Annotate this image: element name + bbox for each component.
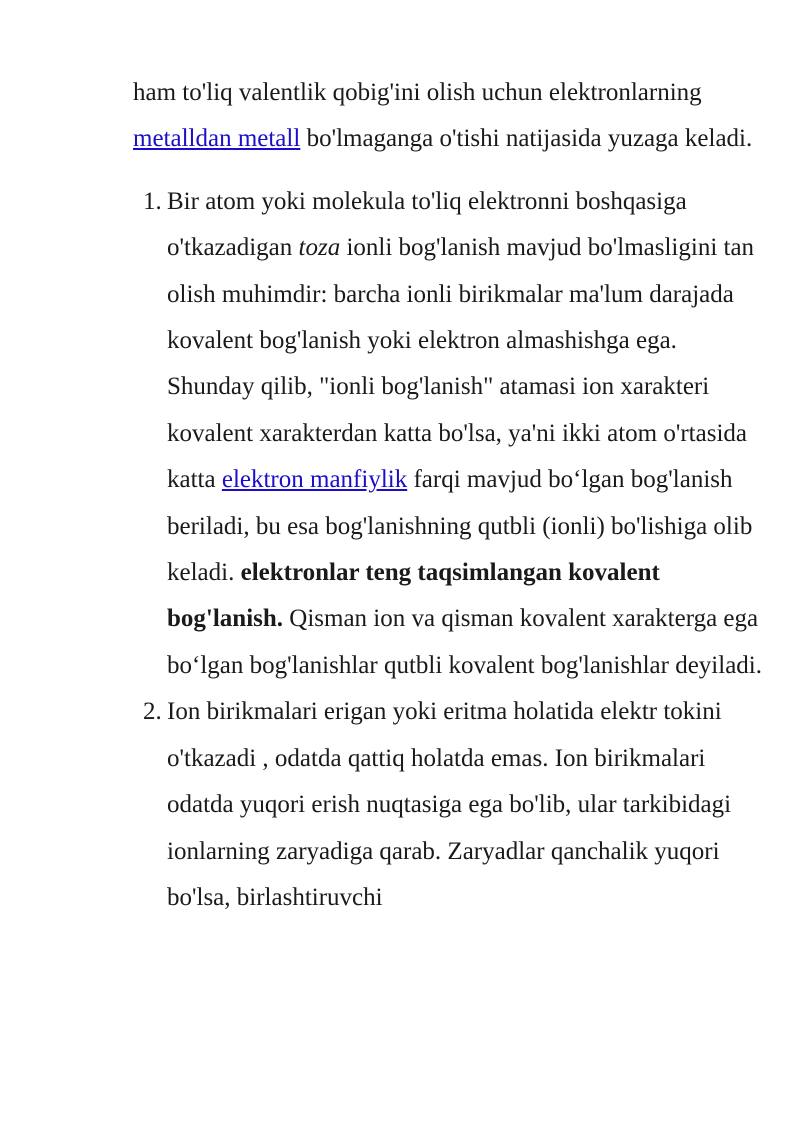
item-text: ionli bog'lanish mavjud bo'lmasligini tan olish muhimdir: barcha ionli birikmalar ma'lum darajada kovalent bog'lanish yoki elektron almashishga ega. Shunday qilib, "ionli bog'lanish" atamasi ion xarakteri kovalent xarakterdan katta bo'lsa, ya'ni ikki atom o'rtasida katta — [167, 234, 755, 494]
intro-text-end: bo'lmaganga o'tishi natijasida yuzaga keladi. — [300, 125, 753, 153]
link-elektron-manfiylik[interactable]: elektron manfiylik — [221, 466, 408, 494]
numbered-list — [133, 179, 763, 922]
italic-term: toza — [298, 234, 341, 262]
list-number: 1. — [143, 187, 162, 215]
list-number: 2. — [143, 698, 162, 726]
list-item — [133, 179, 763, 689]
document-page — [133, 70, 763, 921]
bold-definition: elektronlar teng taqsimlangan kovalent bog'lanish. — [167, 559, 660, 633]
intro-paragraph — [133, 70, 763, 163]
item-text: farqi mavjud bo‘lgan bog'lanish beriladi, bu esa bog'lanishning qutbli (ionli) bo'lishiga olib keladi. — [167, 466, 753, 587]
item-text: Ion birikmalari erigan yoki eritma holatida elektr tokini o'tkazadi , odatda qattiq holatda emas. Ion birikmalari odatda yuqori erish nuqtasiga ega bo'lib, ular tarkibidagi ionlarning zaryadiga qarab. Zaryadlar qanchalik yuqori bo'lsa, birlashtiruvchi — [167, 698, 732, 911]
link-metalldan-metall[interactable]: metalldan metall — [133, 125, 301, 153]
list-item — [133, 689, 763, 921]
item-text: Bir atom yoki molekula to'liq elektronni boshqasiga o'tkazadigan — [167, 187, 687, 262]
intro-text-start: ham to'liq valentlik qobig'ini olish uchun elektronlarning — [133, 79, 702, 106]
item-text: Qisman ion va qisman kovalent xarakterga ega bo‘lgan bog'lanishlar qutbli kovalent bog'lanishlar deyiladi. — [167, 605, 762, 679]
